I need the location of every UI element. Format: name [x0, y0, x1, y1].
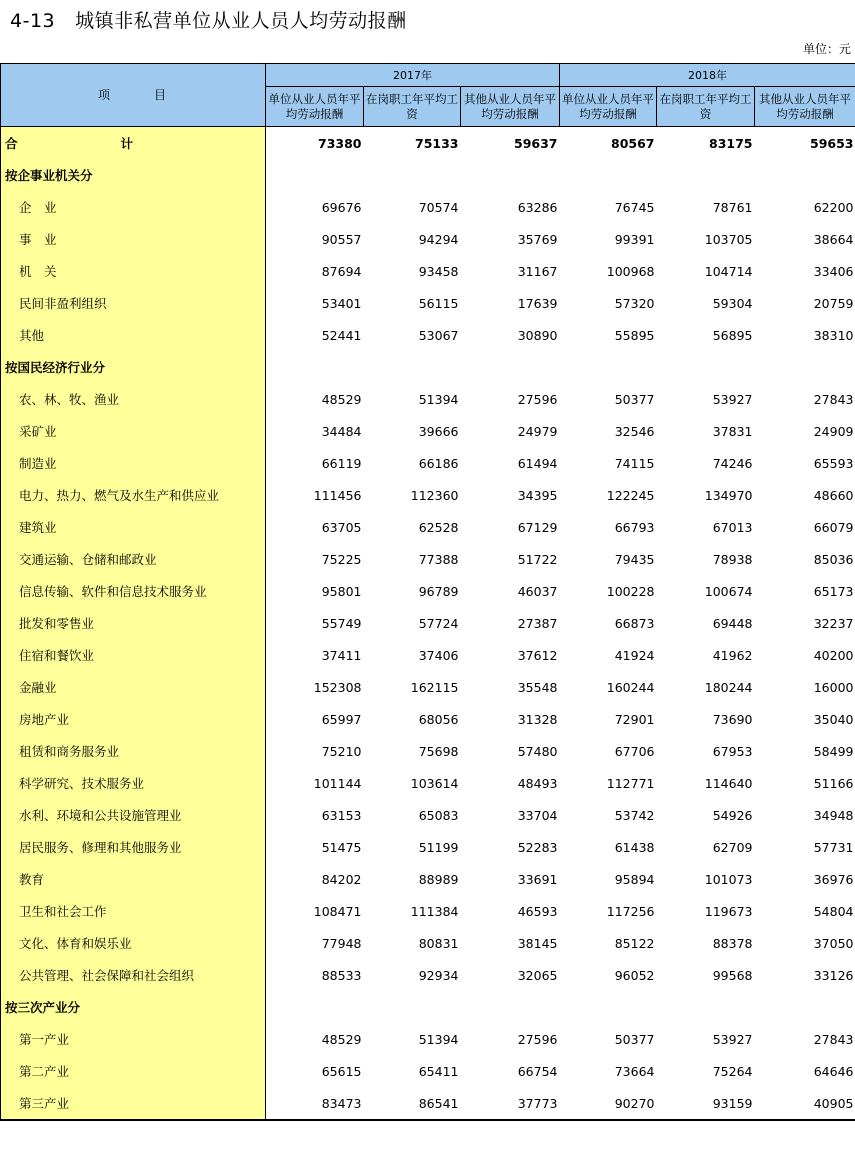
row-label — [1, 895, 266, 927]
table-number: 4-13 — [10, 10, 56, 32]
value-cell: 66754 — [517, 1063, 558, 1079]
row-label-text: 房地产业 — [19, 712, 70, 727]
value-cell: 35769 — [517, 231, 558, 247]
value-cell: 88989 — [418, 871, 459, 887]
value-cell: 122245 — [606, 487, 655, 503]
value-cell: 78761 — [712, 199, 753, 215]
row-label-text: 电力、热力、燃气及水生产和供应业 — [19, 488, 220, 503]
value-cell: 79435 — [614, 551, 655, 567]
row-label-text: 采矿业 — [19, 424, 57, 439]
value-cell: 160244 — [606, 679, 655, 695]
value-cell: 92934 — [418, 967, 459, 983]
value-cell — [461, 351, 560, 383]
table-title: 城镇非私营单位从业人员人均劳动报酬 — [75, 10, 407, 32]
row-label — [1, 799, 266, 831]
row-label — [1, 287, 266, 319]
table-header — [1, 64, 855, 127]
value-cell: 87694 — [321, 263, 362, 279]
value-cell — [755, 351, 855, 383]
row-label — [1, 1023, 266, 1055]
table-row — [1, 1023, 855, 1055]
value-cell: 38664 — [813, 231, 854, 247]
value-cell — [364, 159, 461, 191]
table-body — [1, 127, 855, 1121]
value-cell: 96052 — [614, 967, 655, 983]
row-label — [1, 607, 266, 639]
value-cell: 72901 — [614, 711, 655, 727]
value-cell: 61494 — [517, 455, 558, 471]
value-cell: 111456 — [313, 487, 362, 503]
value-cell: 67129 — [517, 519, 558, 535]
value-cell — [364, 991, 461, 1023]
table-row — [1, 383, 855, 415]
value-cell: 32546 — [614, 423, 655, 439]
row-label-text: 科学研究、技术服务业 — [19, 776, 145, 791]
page-title — [10, 6, 407, 33]
header-col: 单位从业人员年平均劳动报酬 — [560, 87, 657, 127]
value-cell — [461, 159, 560, 191]
value-cell: 134970 — [704, 487, 753, 503]
value-cell: 112771 — [606, 775, 655, 791]
value-cell — [266, 351, 364, 383]
value-cell: 32065 — [517, 967, 558, 983]
value-cell: 100674 — [704, 583, 753, 599]
value-cell: 53927 — [712, 1031, 753, 1047]
table-row — [1, 223, 855, 255]
table-row — [1, 319, 855, 351]
header-year-2018: 2018年 — [560, 64, 855, 87]
value-cell: 66079 — [813, 519, 854, 535]
value-cell: 101144 — [313, 775, 362, 791]
value-cell: 67953 — [712, 743, 753, 759]
section-row — [1, 351, 855, 383]
value-cell: 180244 — [704, 679, 753, 695]
value-cell: 36976 — [813, 871, 854, 887]
value-cell: 62709 — [712, 839, 753, 855]
value-cell: 48660 — [813, 487, 854, 503]
value-cell: 53927 — [712, 391, 753, 407]
value-cell: 39666 — [418, 423, 459, 439]
value-cell: 117256 — [606, 903, 655, 919]
value-cell: 67706 — [614, 743, 655, 759]
value-cell — [657, 351, 755, 383]
value-cell — [755, 991, 855, 1023]
value-cell: 33704 — [517, 807, 558, 823]
value-cell: 41962 — [712, 647, 753, 663]
value-cell: 94294 — [418, 231, 459, 247]
row-label — [1, 1055, 266, 1087]
value-cell: 62528 — [418, 519, 459, 535]
value-cell — [560, 991, 657, 1023]
value-cell: 65615 — [321, 1063, 362, 1079]
value-cell: 63705 — [321, 519, 362, 535]
row-label — [1, 447, 266, 479]
row-label-text: 其他 — [19, 328, 45, 343]
header-year-2017: 2017年 — [266, 64, 560, 87]
row-label-text: 住宿和餐饮业 — [19, 648, 95, 663]
value-cell: 37050 — [813, 935, 854, 951]
value-cell: 108471 — [313, 903, 362, 919]
row-label — [1, 383, 266, 415]
value-cell: 100228 — [606, 583, 655, 599]
row-label-text: 企 业 — [19, 200, 57, 215]
value-cell: 104714 — [704, 263, 753, 279]
value-cell: 32237 — [813, 615, 854, 631]
value-cell: 93458 — [418, 263, 459, 279]
row-label — [1, 703, 266, 735]
value-cell: 76745 — [614, 199, 655, 215]
value-cell: 114640 — [704, 775, 753, 791]
table-row — [1, 543, 855, 575]
value-cell: 69676 — [321, 199, 362, 215]
value-cell: 59653 — [810, 135, 854, 151]
header-item: 项 目 — [1, 64, 266, 127]
value-cell: 66873 — [614, 615, 655, 631]
row-label-text: 文化、体育和娱乐业 — [19, 936, 132, 951]
value-cell — [755, 159, 855, 191]
value-cell: 37831 — [712, 423, 753, 439]
value-cell: 65173 — [813, 583, 854, 599]
value-cell: 75210 — [321, 743, 362, 759]
value-cell: 51394 — [418, 1031, 459, 1047]
value-cell: 62200 — [813, 199, 854, 215]
value-cell: 53401 — [321, 295, 362, 311]
header-col: 在岗职工年平均工资 — [657, 87, 755, 127]
value-cell: 75698 — [418, 743, 459, 759]
value-cell: 57320 — [614, 295, 655, 311]
value-cell: 90270 — [560, 1087, 657, 1120]
value-cell: 66186 — [418, 455, 459, 471]
value-cell: 52283 — [517, 839, 558, 855]
value-cell: 31328 — [517, 711, 558, 727]
value-cell: 33691 — [517, 871, 558, 887]
value-cell: 78938 — [712, 551, 753, 567]
table-row — [1, 447, 855, 479]
value-cell — [560, 159, 657, 191]
row-label — [1, 319, 266, 351]
value-cell: 48493 — [517, 775, 558, 791]
row-label-text: 按企事业机关分 — [5, 168, 93, 183]
table-row — [1, 479, 855, 511]
value-cell: 24979 — [517, 423, 558, 439]
table-row — [1, 511, 855, 543]
row-label-text: 按国民经济行业分 — [5, 360, 106, 375]
row-label — [1, 671, 266, 703]
value-cell: 73380 — [318, 135, 362, 151]
value-cell: 46593 — [517, 903, 558, 919]
value-cell: 51722 — [517, 551, 558, 567]
value-cell: 85036 — [813, 551, 854, 567]
value-cell: 51475 — [321, 839, 362, 855]
value-cell: 111384 — [410, 903, 459, 919]
value-cell: 53742 — [614, 807, 655, 823]
row-label — [1, 415, 266, 447]
value-cell: 17639 — [517, 295, 558, 311]
table-row — [1, 831, 855, 863]
table-row — [1, 607, 855, 639]
row-label-text: 第二产业 — [19, 1064, 70, 1079]
value-cell: 46037 — [517, 583, 558, 599]
row-label-text: 合 计 — [5, 136, 160, 151]
table-row — [1, 735, 855, 767]
value-cell: 41924 — [614, 647, 655, 663]
value-cell: 50377 — [614, 1031, 655, 1047]
value-cell: 93159 — [657, 1087, 755, 1120]
table-row — [1, 895, 855, 927]
row-label-text: 制造业 — [19, 456, 57, 471]
value-cell: 27596 — [517, 391, 558, 407]
value-cell: 74246 — [712, 455, 753, 471]
value-cell: 40905 — [755, 1087, 855, 1120]
value-cell: 66119 — [321, 455, 362, 471]
value-cell: 24909 — [813, 423, 854, 439]
row-label-text: 居民服务、修理和其他服务业 — [19, 840, 182, 855]
value-cell — [266, 159, 364, 191]
value-cell: 65997 — [321, 711, 362, 727]
row-label-text: 机 关 — [19, 264, 57, 279]
value-cell: 73690 — [712, 711, 753, 727]
table-row — [1, 1055, 855, 1087]
value-cell: 50377 — [614, 391, 655, 407]
row-label-text: 第三产业 — [19, 1096, 70, 1111]
value-cell: 35040 — [813, 711, 854, 727]
row-label — [1, 767, 266, 799]
row-label-text: 批发和零售业 — [19, 616, 95, 631]
value-cell: 48529 — [321, 1031, 362, 1047]
row-label — [1, 223, 266, 255]
row-label — [1, 255, 266, 287]
row-label — [1, 991, 266, 1023]
table-row — [1, 1087, 855, 1120]
row-label — [1, 959, 266, 991]
row-label-text: 交通运输、仓储和邮政业 — [19, 552, 157, 567]
value-cell: 63286 — [517, 199, 558, 215]
value-cell: 31167 — [517, 263, 558, 279]
value-cell — [266, 991, 364, 1023]
value-cell: 88378 — [712, 935, 753, 951]
row-label-text: 教育 — [19, 872, 45, 887]
section-row — [1, 159, 855, 191]
table-row — [1, 287, 855, 319]
value-cell: 54804 — [813, 903, 854, 919]
value-cell: 57724 — [418, 615, 459, 631]
value-cell — [560, 351, 657, 383]
table-row — [1, 703, 855, 735]
row-label — [1, 191, 266, 223]
value-cell: 37411 — [321, 647, 362, 663]
value-cell: 85122 — [614, 935, 655, 951]
value-cell: 16000 — [813, 679, 854, 695]
value-cell: 40200 — [813, 647, 854, 663]
row-label — [1, 831, 266, 863]
row-label — [1, 479, 266, 511]
value-cell: 20759 — [813, 295, 854, 311]
value-cell: 99391 — [614, 231, 655, 247]
row-label-text: 农、林、牧、渔业 — [19, 392, 120, 407]
value-cell: 68056 — [418, 711, 459, 727]
value-cell: 27843 — [813, 1031, 854, 1047]
value-cell: 77948 — [321, 935, 362, 951]
value-cell: 77388 — [418, 551, 459, 567]
value-cell: 86541 — [364, 1087, 461, 1120]
value-cell: 69448 — [712, 615, 753, 631]
value-cell: 83175 — [709, 135, 753, 151]
value-cell: 59637 — [514, 135, 558, 151]
value-cell: 88533 — [321, 967, 362, 983]
value-cell: 80831 — [418, 935, 459, 951]
row-label — [1, 575, 266, 607]
value-cell: 48529 — [321, 391, 362, 407]
value-cell: 55895 — [614, 327, 655, 343]
value-cell: 74115 — [614, 455, 655, 471]
row-label — [1, 735, 266, 767]
value-cell: 90557 — [321, 231, 362, 247]
value-cell: 84202 — [321, 871, 362, 887]
value-cell: 57480 — [517, 743, 558, 759]
value-cell: 66793 — [614, 519, 655, 535]
row-label — [1, 511, 266, 543]
row-label-text: 金融业 — [19, 680, 57, 695]
row-label-text: 事 业 — [19, 232, 57, 247]
row-label — [1, 159, 266, 191]
value-cell: 34948 — [813, 807, 854, 823]
value-cell: 103705 — [704, 231, 753, 247]
row-label — [1, 127, 266, 160]
row-label-text: 水利、环境和公共设施管理业 — [19, 808, 182, 823]
header-col: 其他从业人员年平均劳动报酬 — [461, 87, 560, 127]
header-col: 在岗职工年平均工资 — [364, 87, 461, 127]
value-cell — [657, 159, 755, 191]
table-row — [1, 191, 855, 223]
value-cell: 53067 — [418, 327, 459, 343]
value-cell — [364, 351, 461, 383]
row-label — [1, 351, 266, 383]
value-cell: 65593 — [813, 455, 854, 471]
value-cell: 56895 — [712, 327, 753, 343]
row-label — [1, 639, 266, 671]
value-cell: 100968 — [606, 263, 655, 279]
value-cell: 38145 — [517, 935, 558, 951]
value-cell — [461, 991, 560, 1023]
value-cell: 58499 — [813, 743, 854, 759]
row-label — [1, 1087, 266, 1120]
value-cell: 27843 — [813, 391, 854, 407]
row-label-text: 按三次产业分 — [5, 1000, 81, 1015]
value-cell: 27596 — [517, 1031, 558, 1047]
value-cell: 70574 — [418, 199, 459, 215]
row-label — [1, 543, 266, 575]
row-label-text: 建筑业 — [19, 520, 57, 535]
value-cell: 37612 — [517, 647, 558, 663]
table-row — [1, 255, 855, 287]
value-cell: 95894 — [614, 871, 655, 887]
value-cell: 96789 — [418, 583, 459, 599]
value-cell: 34395 — [517, 487, 558, 503]
value-cell: 83473 — [266, 1087, 364, 1120]
value-cell: 65411 — [418, 1063, 459, 1079]
table-row — [1, 927, 855, 959]
value-cell: 30890 — [517, 327, 558, 343]
value-cell: 75264 — [712, 1063, 753, 1079]
table-row — [1, 671, 855, 703]
table-row — [1, 863, 855, 895]
value-cell: 56115 — [418, 295, 459, 311]
section-row — [1, 991, 855, 1023]
value-cell: 95801 — [321, 583, 362, 599]
table-row — [1, 959, 855, 991]
unit-label: 单位：元 — [802, 42, 851, 56]
value-cell: 37773 — [461, 1087, 560, 1120]
header-col: 其他从业人员年平均劳动报酬 — [755, 87, 855, 127]
value-cell: 51199 — [418, 839, 459, 855]
value-cell: 119673 — [704, 903, 753, 919]
value-cell: 75133 — [415, 135, 459, 151]
value-cell: 52441 — [321, 327, 362, 343]
value-cell: 65083 — [418, 807, 459, 823]
header-col: 单位从业人员年平均劳动报酬 — [266, 87, 364, 127]
value-cell: 59304 — [712, 295, 753, 311]
row-label — [1, 927, 266, 959]
value-cell: 73664 — [614, 1063, 655, 1079]
table-row — [1, 575, 855, 607]
value-cell: 99568 — [712, 967, 753, 983]
value-cell: 103614 — [410, 775, 459, 791]
row-label — [1, 863, 266, 895]
value-cell: 152308 — [313, 679, 362, 695]
row-label-text: 第一产业 — [19, 1032, 70, 1047]
value-cell: 55749 — [321, 615, 362, 631]
row-label-text: 卫生和社会工作 — [19, 904, 107, 919]
value-cell: 75225 — [321, 551, 362, 567]
value-cell: 162115 — [410, 679, 459, 695]
wage-table — [0, 63, 855, 1121]
value-cell — [657, 991, 755, 1023]
value-cell: 35548 — [517, 679, 558, 695]
value-cell: 57731 — [813, 839, 854, 855]
row-label-text: 信息传输、软件和信息技术服务业 — [19, 584, 207, 599]
row-label-text: 租赁和商务服务业 — [19, 744, 120, 759]
value-cell: 112360 — [410, 487, 459, 503]
value-cell: 61438 — [614, 839, 655, 855]
value-cell: 34484 — [321, 423, 362, 439]
value-cell: 33126 — [813, 967, 854, 983]
row-label-text: 公共管理、社会保障和社会组织 — [19, 968, 195, 983]
total-row — [1, 127, 855, 160]
value-cell: 37406 — [418, 647, 459, 663]
value-cell: 27387 — [517, 615, 558, 631]
value-cell: 33406 — [813, 263, 854, 279]
value-cell: 63153 — [321, 807, 362, 823]
table-row — [1, 415, 855, 447]
value-cell: 51394 — [418, 391, 459, 407]
table-row — [1, 767, 855, 799]
value-cell: 54926 — [712, 807, 753, 823]
value-cell: 80567 — [611, 135, 655, 151]
value-cell: 51166 — [813, 775, 854, 791]
table-row — [1, 799, 855, 831]
value-cell: 67013 — [712, 519, 753, 535]
value-cell: 64646 — [813, 1063, 854, 1079]
table-row — [1, 639, 855, 671]
value-cell: 101073 — [704, 871, 753, 887]
value-cell: 38310 — [813, 327, 854, 343]
row-label-text: 民间非盈利组织 — [19, 296, 107, 311]
